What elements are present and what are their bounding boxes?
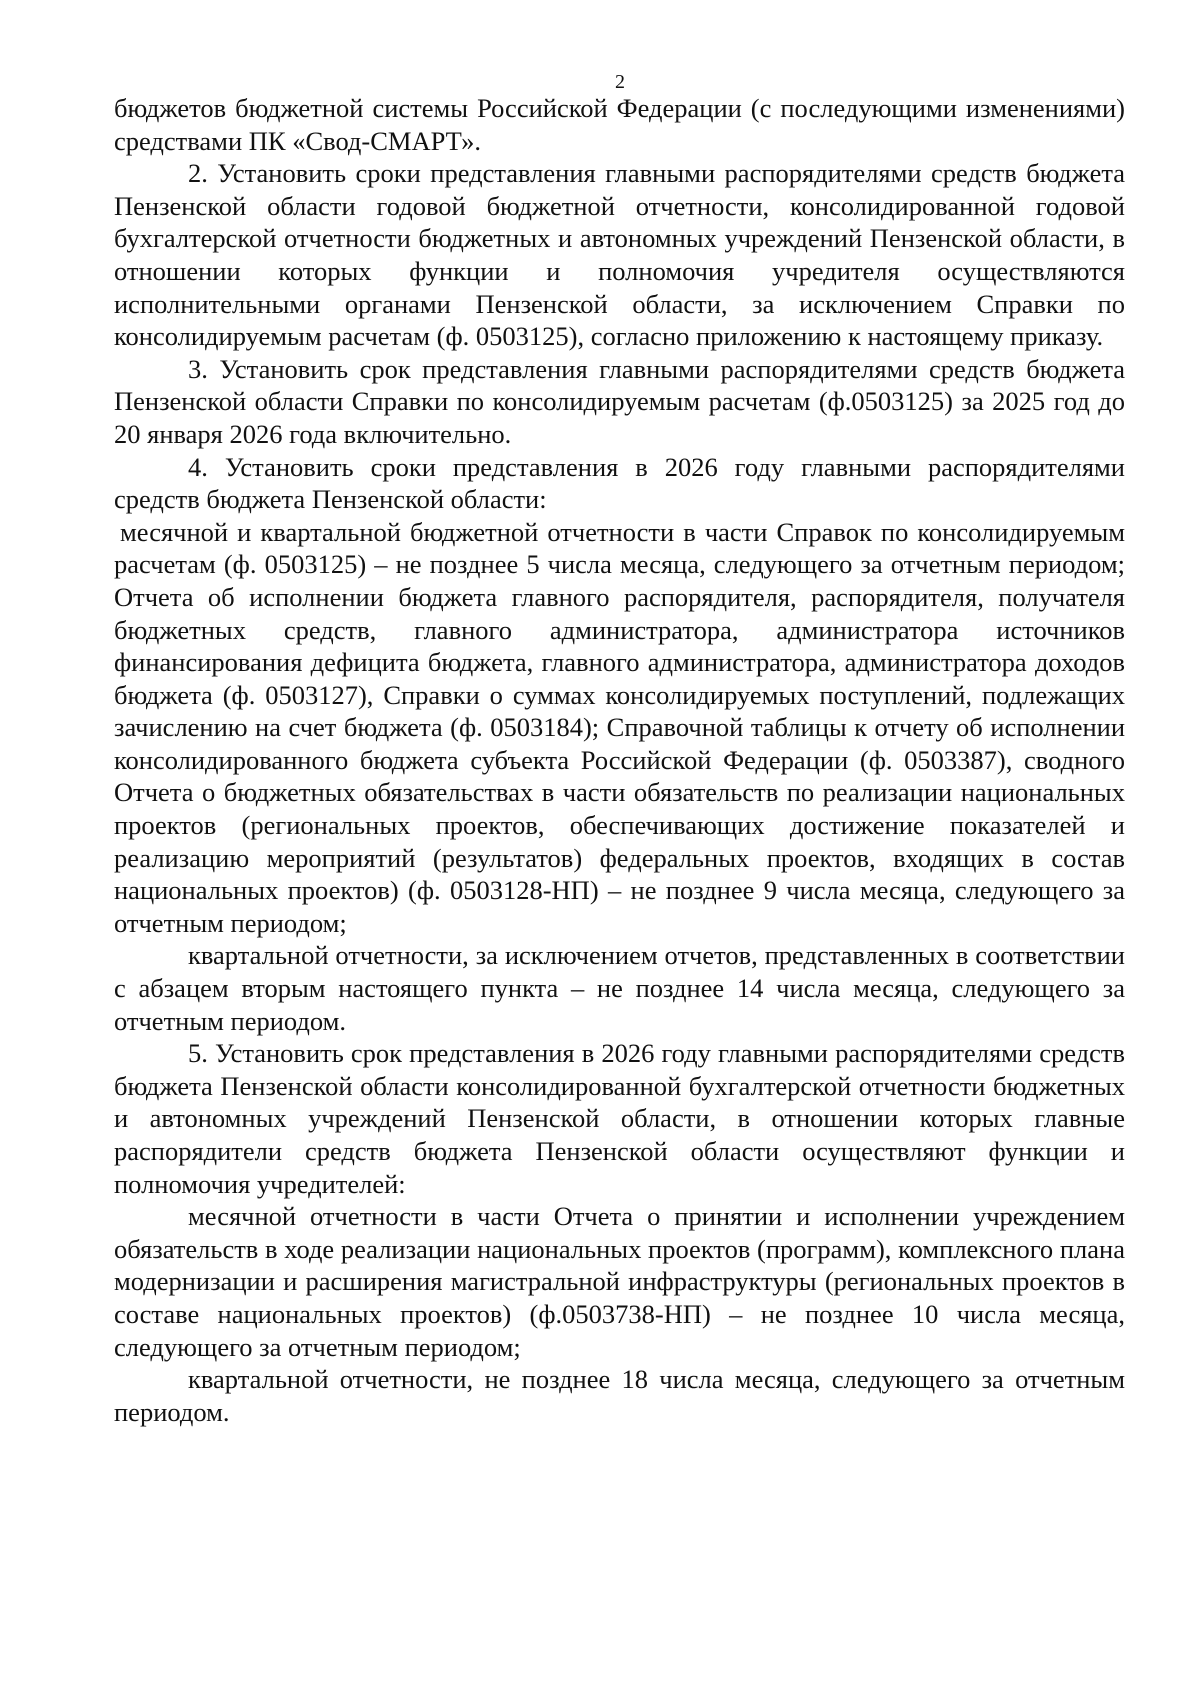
document-body [114,92,1125,1428]
page-number: 2 [615,71,625,93]
paragraph-item-2: 2. Установить сроки представления главными распорядителями средств бюджета Пензенской области годовой бюджетной отчетности, консолидированной годовой бухгалтерской отчетности бюджетных и автономных учреждений Пензенской области, в отношении которых функции и полномочия учредителя осуществляются исполнительными органами Пензенской области, за исключением Справки по консолидируемым расчетам (ф. 0503125), согласно приложению к настоящему приказу. [114,158,1125,352]
paragraph-item-4-monthly: месячной и квартальной бюджетной отчетности в части Справок по консолидируемым расчетам (ф. 0503125) – не позднее 5 числа месяца, следующего за отчетным периодом; Отчета об исполнении бюджета главного распорядителя, распорядителя, получателя бюджетных средств, главного администратора, администратора источников финансирования дефицита бюджета, главного администратора, администратора доходов бюджета (ф. 0503127), Справки о суммах консолидируемых поступлений, подлежащих зачислению на счет бюджета (ф. 0503184); Справочной таблицы к отчету об исполнении консолидированного бюджета субъекта Российской Федерации (ф. 0503387), сводного Отчета о бюджетных обязательствах в части обязательств по реализации национальных проектов (региональных проектов, обеспечивающих достижение показателей и реализацию мероприятий (результатов) федеральных проектов, входящих в состав национальных проектов) (ф. 0503128-НП) – не позднее 9 числа месяца, следующего за отчетным периодом; [114,516,1125,938]
paragraph-item-4: 4. Установить сроки представления в 2026 году главными распорядителями средств бюджета Пензенской области: [114,451,1125,515]
paragraph-item-5-quarterly: квартальной отчетности, не позднее 18 числа месяца, следующего за отчетным периодом. [114,1364,1125,1427]
paragraph-item-5-monthly: месячной отчетности в части Отчета о принятии и исполнении учреждением обязательств в ходе реализации национальных проектов (программ), комплексного плана модернизации и расширения магистральной инфраструктуры (региональных проектов в составе национальных проектов) (ф.0503738-НП) – не позднее 10 числа месяца, следующего за отчетным периодом; [114,1201,1125,1362]
paragraph-item-5: 5. Установить срок представления в 2026 году главными распорядителями средств бюджета Пензенской области консолидированной бухгалтерской отчетности бюджетных и автономных учреждений Пензенской области, в отношении которых главные распорядители средств бюджета Пензенской области осуществляют функции и полномочия учредителей: [114,1038,1125,1199]
paragraph-continuation: бюджетов бюджетной системы Российской Федерации (с последующими изменениями) средствами ПК «Свод-СМАРТ». [114,93,1125,156]
paragraph-item-3: 3. Установить срок представления главными распорядителями средств бюджета Пензенской области Справки по консолидируемым расчетам (ф.0503125) за 2025 год до 20 января 2026 года включительно. [114,353,1125,449]
paragraph-item-4-quarterly: квартальной отчетности, за исключением отчетов, представленных в соответствии с абзацем вторым настоящего пункта – не позднее 14 числа месяца, следующего за отчетным периодом. [114,940,1125,1036]
